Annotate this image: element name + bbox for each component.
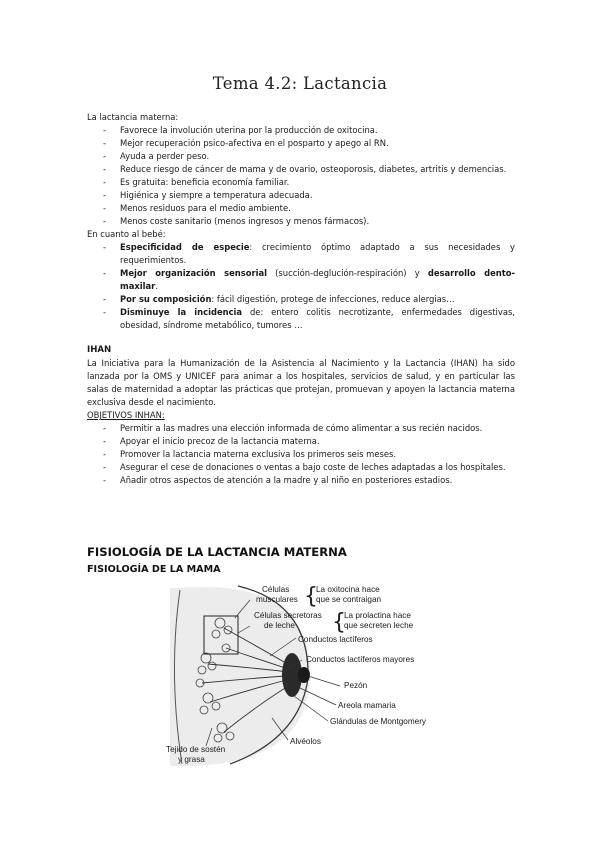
label-pezon: Pezón bbox=[344, 681, 368, 690]
label-prolactina-1: La prolactina hace bbox=[344, 611, 411, 620]
label-celulas-secretoras-1: Células secretoras bbox=[254, 611, 322, 620]
list-item: - Apoyar el inicio precoz de la lactancia materna. bbox=[87, 435, 515, 448]
list-item: - Ayuda a perder peso. bbox=[87, 150, 515, 163]
list-item: - Reduce riesgo de cáncer de mama y de ovario, osteoporosis, diabetes, artritis y demencias. bbox=[87, 163, 515, 176]
subsection-heading: FISIOLOGÍA DE LA MAMA bbox=[87, 564, 221, 575]
label-oxitocina-2: que se contraigan bbox=[316, 595, 382, 604]
page-title: Tema 4.2: Lactancia bbox=[212, 74, 388, 93]
bebe-benefits-list bbox=[87, 241, 515, 332]
ihan-paragraph: La Iniciativa para la Humanización de la Asistencia al Nacimiento y la Lactancia (IHAN) ha sido lanzada por la OMS y UNICEF para animar a los hospitales, servicios de salud, y en particular las salas de maternidad a adoptar las prácticas que protejan, promuevan y apoyen la lactancia materna exclusiva desde el nacimiento. bbox=[87, 358, 515, 407]
item-bold: Especificidad de especie bbox=[120, 242, 250, 252]
madre-benefits-list bbox=[87, 124, 515, 228]
label-areola: Areola mamaria bbox=[338, 701, 396, 710]
section-heading: FISIOLOGÍA DE LA LACTANCIA MATERNA bbox=[87, 545, 347, 559]
item-bold: desarrollo dento-maxilar bbox=[120, 268, 515, 291]
objetivos-list bbox=[87, 422, 515, 487]
list-item: - Mejor recuperación psico-afectiva en el posparto y apego al RN. bbox=[87, 137, 515, 150]
list-item: - Menos residuos para el medio ambiente. bbox=[87, 202, 515, 215]
label-conductos-mayores: Conductos lactíferos mayores bbox=[306, 655, 415, 664]
item-text: . bbox=[155, 281, 158, 291]
label-prolactina-2: que secreten leche bbox=[344, 621, 414, 630]
label-oxitocina-1: La oxitocina hace bbox=[316, 585, 380, 594]
breast-anatomy-figure bbox=[160, 578, 540, 768]
item-bold: Disminuye la incidencia bbox=[120, 307, 243, 317]
label-celulas-musculares-2: musculares bbox=[256, 595, 298, 604]
item-text: de: entero colitis necrotizante, enfermedades digestivas, obesidad, síndrome metabólico, tumores … bbox=[120, 307, 515, 330]
list-item: - Menos coste sanitario (menos ingresos y menos fármacos). bbox=[87, 215, 515, 228]
brace: { bbox=[304, 584, 318, 609]
label-tejido-1: Tejido de sostén bbox=[166, 745, 226, 754]
item-text: : fácil digestión, protege de infecciones, reduce alergias… bbox=[211, 294, 455, 304]
document-body bbox=[87, 111, 515, 487]
list-item bbox=[87, 267, 515, 293]
ihan-heading: IHAN bbox=[87, 345, 112, 355]
list-item: - Higiénica y siempre a temperatura adecuada. bbox=[87, 189, 515, 202]
item-bold: Por su composición bbox=[120, 294, 212, 304]
label-glandulas: Glándulas de Montgomery bbox=[330, 717, 427, 726]
list-item: - Asegurar el cese de donaciones o ventas a bajo coste de leches adaptadas a los hospitales. bbox=[87, 461, 515, 474]
intro-madre: La lactancia materna: bbox=[87, 112, 179, 122]
list-item bbox=[87, 306, 515, 332]
objetivos-heading: OBJETIVOS INHAN: bbox=[87, 410, 165, 420]
list-item bbox=[87, 293, 515, 306]
list-item: - Permitir a las madres una elección informada de cómo alimentar a sus recién nacidos. bbox=[87, 422, 515, 435]
list-item: - Promover la lactancia materna exclusiva los primeros seis meses. bbox=[87, 448, 515, 461]
nipple bbox=[298, 667, 310, 683]
item-text: : crecimiento óptimo adaptado a sus necesidades y requerimientos. bbox=[120, 242, 516, 265]
list-item: - Es gratuita: beneficia economía familiar. bbox=[87, 176, 515, 189]
item-bold: Mejor organización sensorial bbox=[120, 268, 267, 278]
list-item: - Añadir otros aspectos de atención a la madre y al niño en posteriores estadios. bbox=[87, 474, 515, 487]
intro-bebe: En cuanto al bebé: bbox=[87, 229, 166, 239]
label-alveolos: Alvéolos bbox=[290, 737, 321, 746]
list-item bbox=[87, 241, 515, 267]
label-conductos: Conductos lactíferos bbox=[298, 635, 373, 644]
item-text: (succión-deglución-respiración) y bbox=[266, 268, 428, 278]
label-celulas-secretoras-2: de leche bbox=[264, 621, 295, 630]
label-tejido-2: y grasa bbox=[178, 755, 205, 764]
list-item: - Favorece la involución uterina por la producción de oxitocina. bbox=[87, 124, 515, 137]
label-celulas-musculares-1: Células bbox=[262, 585, 290, 594]
brace: { bbox=[332, 610, 346, 635]
